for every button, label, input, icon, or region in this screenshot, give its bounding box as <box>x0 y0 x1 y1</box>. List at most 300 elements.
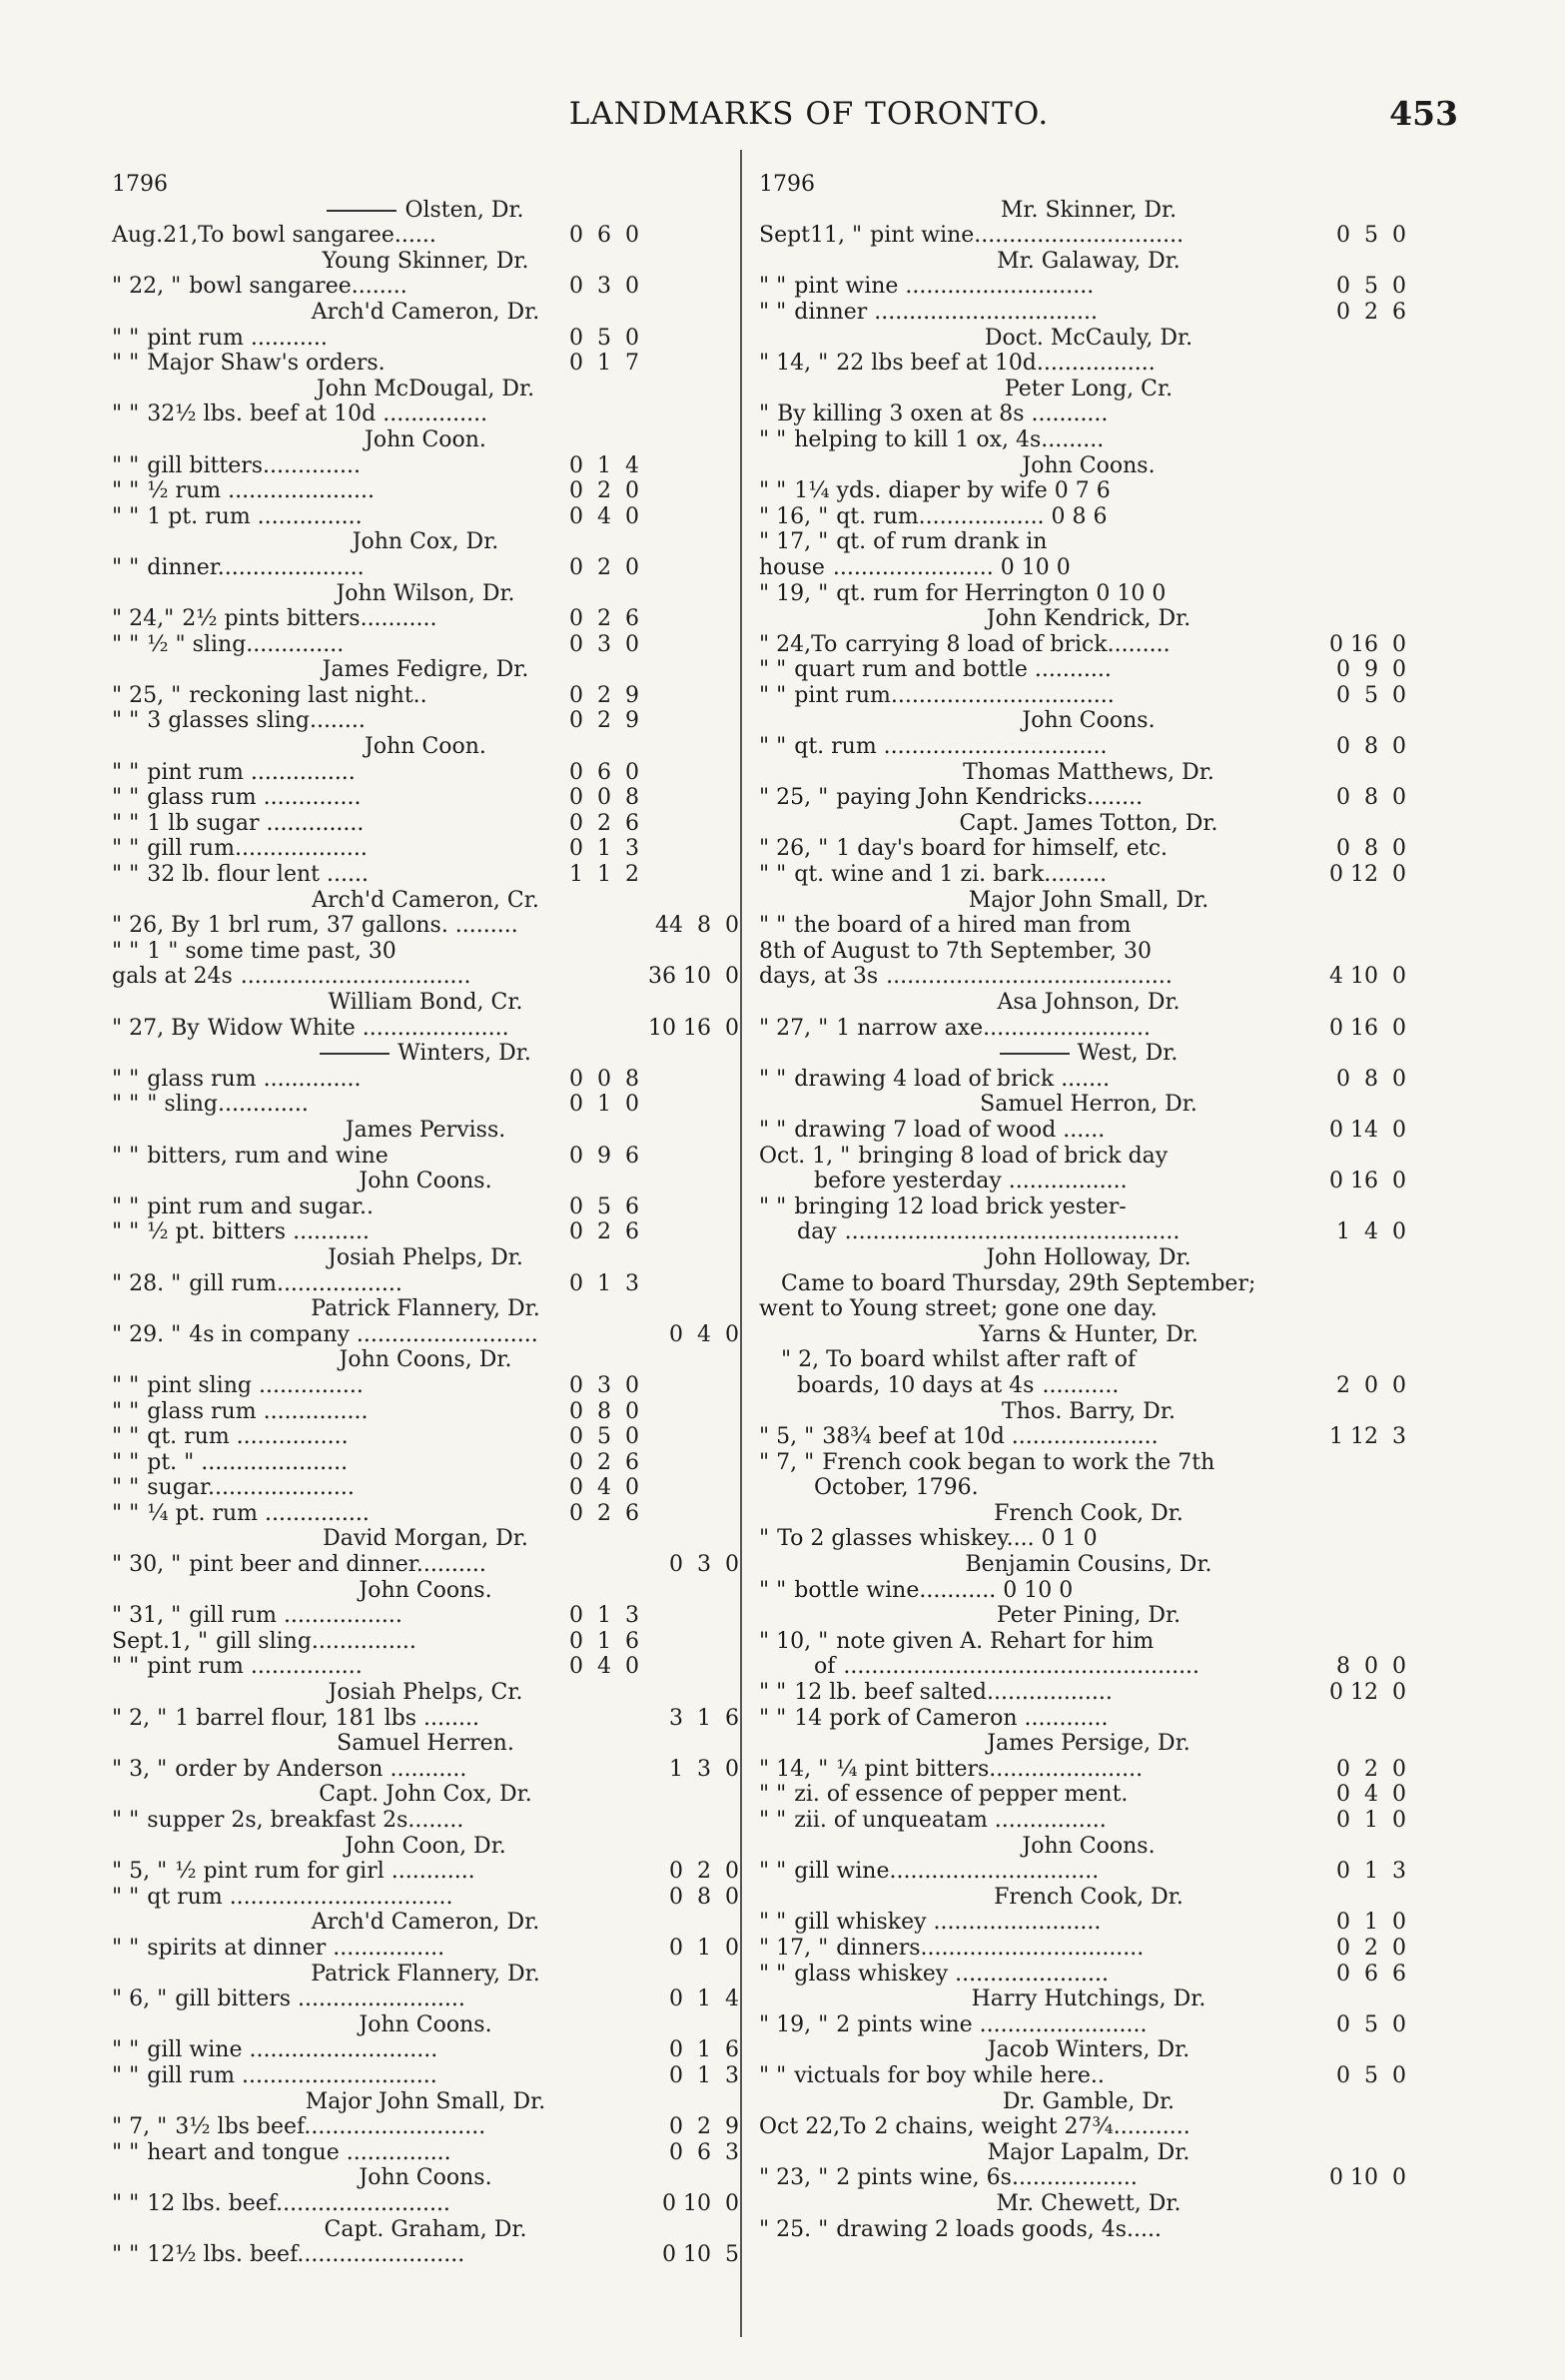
account-name-text: Josiah Phelps, Cr. <box>328 1680 523 1706</box>
entry-date: " " <box>112 1475 140 1501</box>
account-name <box>759 990 1418 1016</box>
account-name-text: John Coons. <box>359 1577 492 1603</box>
entry-date: " 30, " <box>112 1552 182 1578</box>
running-title: LANDMARKS OF TORONTO. <box>568 96 1050 132</box>
entry-date: " " <box>112 554 140 580</box>
entry-date: " " <box>759 1808 787 1833</box>
entry-date: " 19, " <box>759 2011 829 2037</box>
entry-description: before yesterday ................. <box>814 1169 1128 1194</box>
ledger-entry <box>759 1910 1418 1936</box>
entry-amount: 0 4 0 <box>569 1654 639 1680</box>
entry-amount: 0 16 0 <box>1329 1169 1406 1194</box>
account-name-text: Arch'd Cameron, Cr. <box>312 887 539 913</box>
entry-date: " 14, " <box>759 351 829 377</box>
ledger-entry <box>112 1629 739 1655</box>
entry-amount: 0 1 3 <box>569 1603 639 1629</box>
entry-description: 2 chains, weight 27¾........... <box>874 2114 1190 2140</box>
entry-amount: 0 16 0 <box>1329 631 1406 657</box>
account-name-text: Young Skinner, Dr. <box>322 248 529 274</box>
ledger-entry <box>112 1986 739 2012</box>
entry-description: pint rum ........... <box>147 325 328 351</box>
entry-description: dinner ................................ <box>794 299 1099 325</box>
entry-description: glass whiskey ...................... <box>794 1961 1109 1986</box>
entry-amount: 0 2 0 <box>569 554 639 580</box>
entry-amount: 0 8 0 <box>1336 785 1406 811</box>
ledger-entry <box>759 1450 1418 1476</box>
entry-description: drawing 4 load of brick ....... <box>794 1066 1111 1092</box>
entry-amount: 0 1 4 <box>669 1986 739 2012</box>
entry-date: " 26, By <box>112 913 200 939</box>
entry-amount: 0 1 3 <box>569 1270 639 1296</box>
account-name <box>112 2012 739 2038</box>
account-name <box>112 1731 739 1757</box>
note-text: October, 1796. <box>814 1475 979 1501</box>
entry-date: " 24," <box>112 606 175 632</box>
entry-description: pt. " ..................... <box>147 1449 349 1475</box>
entry-date: gals at 24s <box>112 964 233 990</box>
entry-amount: 0 5 0 <box>569 325 639 351</box>
ledger-entry <box>112 632 739 658</box>
entry-date: Oct 22,To <box>759 2114 867 2140</box>
entry-description: 3 glasses sling........ <box>147 708 366 734</box>
entry-amount: 0 2 9 <box>569 682 639 708</box>
entry-amount: 2 0 0 <box>1336 1372 1406 1398</box>
ledger-column-left <box>112 172 739 2268</box>
ledger-entry <box>759 1219 1418 1245</box>
entry-description: heart and tongue ............... <box>147 2139 451 2165</box>
entry-amount: 1 12 3 <box>1329 1424 1406 1450</box>
note-line <box>759 1271 1418 1297</box>
entry-amount: 0 1 0 <box>1336 1808 1406 1833</box>
ledger-entry <box>759 2165 1418 2191</box>
entry-date: " " <box>112 938 140 964</box>
entry-amount: 0 1 0 <box>669 1935 739 1961</box>
entry-amount: 0 5 0 <box>569 1424 639 1450</box>
entry-amount: 0 2 0 <box>669 1859 739 1885</box>
account-name <box>759 453 1418 479</box>
entry-description: bringing 12 load brick yester- <box>794 1193 1127 1219</box>
entry-description: 3½ lbs beef.......................... <box>175 2114 486 2140</box>
entry-date: " " <box>112 1808 140 1833</box>
account-name <box>112 249 739 275</box>
entry-description: 1¼ yds. diaper by wife 0 7 6 <box>794 478 1111 504</box>
entry-amount: 0 12 0 <box>1329 1680 1406 1706</box>
note-line <box>759 939 1418 965</box>
entry-date: " " <box>759 2062 787 2088</box>
ledger-entry <box>759 1782 1418 1808</box>
ledger-entry <box>759 1373 1418 1399</box>
account-name <box>759 606 1418 632</box>
entry-description: gill rum.................. <box>189 1270 402 1296</box>
account-name-text: John McDougal, Dr. <box>316 376 535 401</box>
entry-amount: 0 1 0 <box>1336 1910 1406 1936</box>
entry-description: qt. wine and 1 zi. bark......... <box>794 862 1108 888</box>
account-name <box>759 2037 1418 2063</box>
account-name-text: John Coons. <box>1022 1833 1156 1859</box>
ledger-entry <box>112 1194 739 1220</box>
account-name <box>112 1782 739 1808</box>
entry-date: " " <box>112 2242 140 2268</box>
ledger-entry <box>759 1194 1418 1220</box>
entry-date: " 27, By <box>112 1015 200 1041</box>
account-name-text: Harry Hutchings, Dr. <box>971 1986 1206 2012</box>
ledger-entry <box>112 1322 739 1348</box>
entry-amount: 44 8 0 <box>655 913 739 939</box>
ledger-entry <box>112 1424 739 1450</box>
entry-date: " 29. " <box>112 1321 182 1347</box>
entry-description: 22 lbs beef at 10d................. <box>836 351 1156 377</box>
note-line <box>759 1296 1418 1322</box>
ledger-entry <box>112 1936 739 1962</box>
ledger-entry <box>759 1680 1418 1706</box>
account-name-text: Peter Pining, Dr. <box>996 1603 1181 1629</box>
entry-amount: 0 5 0 <box>1336 682 1406 708</box>
entry-description: 1 barrel flour, 181 lbs ........ <box>175 1705 479 1731</box>
account-name-text: John Coon. <box>365 426 486 452</box>
entry-description: Widow White ..................... <box>207 1015 509 1041</box>
account-name-text: Dr. Gamble, Dr. <box>1002 2088 1175 2114</box>
account-name-text: James Perviss. <box>345 1117 506 1143</box>
account-name <box>759 326 1418 352</box>
entry-description: 1 brl rum, 37 gallons. ......... <box>207 913 518 939</box>
ledger-entry <box>759 2063 1418 2089</box>
entry-date: " " <box>759 274 787 300</box>
entry-description: pint rum................................ <box>794 682 1115 708</box>
entry-amount: 0 2 0 <box>1336 1756 1406 1782</box>
account-name-text: John Coon. <box>365 734 486 760</box>
entry-amount: 0 14 0 <box>1329 1117 1406 1143</box>
account-name <box>759 1731 1418 1757</box>
entry-description: bottle wine........... 0 10 0 <box>794 1577 1074 1603</box>
entry-description: pint sling ............... <box>147 1372 364 1398</box>
entry-description: qt. rum ................................ <box>794 734 1108 760</box>
entry-description: drawing 2 loads goods, 4s..... <box>836 2216 1162 2242</box>
ledger-entry <box>112 1450 739 1476</box>
entry-amount: 0 3 0 <box>669 1552 739 1578</box>
account-name-text: Major John Small, Dr. <box>305 2088 546 2114</box>
account-name <box>759 1092 1418 1118</box>
entry-description: ......................................... <box>886 964 1173 990</box>
ledger-entry <box>759 657 1418 683</box>
entry-description: zi. of essence of pepper ment. <box>794 1782 1129 1808</box>
entry-date: " " <box>112 708 140 734</box>
entry-amount: 0 1 6 <box>569 1628 639 1654</box>
entry-date: " 24,To <box>759 631 838 657</box>
ledger-entry <box>759 1169 1418 1194</box>
entry-description: supper 2s, breakfast 2s........ <box>147 1808 464 1833</box>
entry-description: gill sling............... <box>216 1628 416 1654</box>
ledger-entry <box>759 2114 1418 2140</box>
account-name <box>759 1501 1418 1527</box>
account-name <box>112 1526 739 1552</box>
account-name-text: Thomas Matthews, Dr. <box>963 759 1214 785</box>
entry-amount: 0 2 9 <box>569 708 639 734</box>
blank-name-rule <box>1000 1053 1070 1055</box>
account-name-text: John Wilson, Dr. <box>336 580 515 606</box>
entry-date: " 16, " <box>759 503 829 529</box>
entry-date: " " <box>112 1066 140 1092</box>
ledger-entry <box>112 1016 739 1042</box>
entry-description: qt rum ................................ <box>147 1884 453 1910</box>
ledger-entry <box>112 2140 739 2166</box>
ledger-entry <box>112 1067 739 1093</box>
entry-date: " " <box>112 862 140 888</box>
entry-description: glass rum .............. <box>147 1066 362 1092</box>
entry-amount: 0 1 7 <box>569 351 639 377</box>
account-name-text: Asa Johnson, Dr. <box>997 990 1180 1015</box>
entry-description: 32½ lbs. beef at 10d ............... <box>147 401 488 427</box>
account-name-text: Major John Small, Dr. <box>968 887 1209 913</box>
entry-date: day <box>797 1219 837 1245</box>
entry-description: gill bitters.............. <box>147 452 361 478</box>
entry-description: ¼ pt. rum ............... <box>147 1500 370 1526</box>
account-name <box>112 1910 739 1936</box>
account-name <box>759 1603 1418 1629</box>
entry-date: " " <box>759 1859 787 1885</box>
ledger-entry <box>112 1885 739 1911</box>
entry-date: " " <box>112 1193 140 1219</box>
entry-description: ....................... 0 10 0 <box>832 554 1071 580</box>
entry-date: of <box>814 1654 836 1680</box>
entry-amount: 0 0 8 <box>569 1066 639 1092</box>
account-name <box>759 1885 1418 1911</box>
entry-date: " " <box>112 785 140 811</box>
ledger-entry <box>112 1144 739 1170</box>
ledger-entry <box>759 172 1418 198</box>
ledger-entry <box>112 1373 739 1399</box>
entry-description: Major Shaw's orders. <box>147 351 386 377</box>
account-name-text: Mr. Chewett, Dr. <box>996 2190 1181 2216</box>
ledger-entry <box>112 351 739 377</box>
note-text: went to Young street; gone one day. <box>759 1296 1158 1322</box>
account-name-text: Jacob Winters, Dr. <box>987 2037 1190 2063</box>
account-name <box>112 1118 739 1144</box>
account-name-text: John Coons. <box>1022 708 1156 734</box>
page-header <box>140 92 1478 142</box>
ledger-entry <box>112 2191 739 2217</box>
entry-description: helping to kill 1 ox, 4s......... <box>794 426 1105 452</box>
entry-description: gill rum................... <box>147 836 368 862</box>
entry-description: 1 day's board for himself, etc. <box>836 836 1169 862</box>
ledger-entry <box>112 1501 739 1527</box>
entry-amount: 0 3 0 <box>569 274 639 300</box>
entry-date: " " <box>112 1449 140 1475</box>
entry-date: " " <box>759 1066 787 1092</box>
entry-amount: 0 10 5 <box>662 2242 739 2268</box>
ledger-entry <box>759 734 1418 760</box>
account-name <box>759 1834 1418 1860</box>
entry-description: ................................................... <box>843 1654 1200 1680</box>
entry-description: gill bitters ........................ <box>175 1986 465 2012</box>
ledger-entry <box>759 1629 1418 1655</box>
ledger-entry <box>759 632 1418 658</box>
ledger-entry <box>759 2012 1418 2038</box>
entry-date: " 2, " <box>112 1705 168 1731</box>
entry-date: " 26, " <box>759 836 829 862</box>
entry-date: Sept11, " <box>759 223 863 249</box>
entry-amount: 0 10 0 <box>662 2190 739 2216</box>
ledger-entry <box>759 1578 1418 1604</box>
ledger-entry <box>759 351 1418 377</box>
ledger-entry <box>759 683 1418 709</box>
account-name <box>112 300 739 326</box>
entry-description: qt. rum ................ <box>147 1424 349 1450</box>
account-name <box>759 708 1418 734</box>
entry-date: " " <box>759 1117 787 1143</box>
account-name <box>759 760 1418 786</box>
entry-amount: 0 8 0 <box>569 1398 639 1424</box>
account-name <box>759 2191 1418 2217</box>
entry-amount: 0 1 6 <box>669 2037 739 2063</box>
account-name-text: James Fedigre, Dr. <box>322 657 529 683</box>
ledger-entry <box>759 1118 1418 1144</box>
account-name-text: John Coon, Dr. <box>345 1833 506 1859</box>
ledger-entry <box>759 913 1418 939</box>
account-name <box>112 1347 739 1373</box>
blank-name-rule <box>320 1053 390 1055</box>
ledger-entry <box>112 1603 739 1629</box>
entry-date: " " <box>759 1680 787 1706</box>
entry-amount: 3 1 6 <box>669 1705 739 1731</box>
entry-amount: 1 3 0 <box>669 1756 739 1782</box>
account-name <box>112 198 739 224</box>
entry-date: " 14, " <box>759 1756 829 1782</box>
ledger-entry <box>112 1475 739 1501</box>
entry-description: qt. rum.................. 0 8 6 <box>836 503 1108 529</box>
account-name-text: Olsten, Dr. <box>404 197 524 223</box>
ledger-entry <box>112 1859 739 1885</box>
entry-date: " 17, " <box>759 529 829 555</box>
ledger-entry <box>112 401 739 427</box>
entry-description: 32 lb. flour lent ...... <box>147 862 369 888</box>
ledger-entry <box>112 606 739 632</box>
ledger-column-right <box>759 172 1418 2242</box>
entry-date: " " <box>112 1143 140 1169</box>
account-name <box>112 990 739 1016</box>
ledger-entry <box>759 1016 1418 1042</box>
ledger-entry <box>759 862 1418 888</box>
ledger-entry <box>112 172 739 198</box>
account-name <box>759 1552 1418 1578</box>
account-name-text: French Cook, Dr. <box>994 1884 1183 1910</box>
ledger-entry <box>112 1271 739 1297</box>
entry-amount: 4 10 0 <box>1329 964 1406 990</box>
entry-date: " 10, " <box>759 1628 829 1654</box>
entry-amount: 0 8 0 <box>1336 1066 1406 1092</box>
entry-date: " 17, " <box>759 1935 829 1961</box>
ledger-entry <box>112 453 739 479</box>
entry-description: 1 pt. rum ............... <box>147 503 363 529</box>
page-number: 453 <box>1389 94 1458 133</box>
account-name <box>112 657 739 683</box>
ledger-entry <box>759 1706 1418 1732</box>
account-name <box>112 581 739 607</box>
entry-amount: 0 16 0 <box>1329 1015 1406 1041</box>
entry-description: 38¾ beef at 10d ..................... <box>822 1424 1159 1450</box>
entry-date: " " <box>759 478 787 504</box>
entry-description: gill rum ............................ <box>147 2062 437 2088</box>
note-line <box>759 1475 1418 1501</box>
entry-date: Aug.21,To <box>112 223 225 249</box>
entry-date: " 5, " <box>112 1859 168 1885</box>
account-name <box>112 734 739 760</box>
entry-date: " " <box>112 2037 140 2063</box>
entry-description: 12½ lbs. beef........................ <box>147 2242 465 2268</box>
ledger-entry <box>759 1808 1418 1834</box>
entry-amount: 0 2 6 <box>1336 299 1406 325</box>
entry-description: board whilst after raft of <box>860 1347 1137 1373</box>
entry-date: " <box>759 401 770 427</box>
account-name <box>759 1041 1418 1067</box>
entry-amount: 0 0 8 <box>569 785 639 811</box>
account-name-text: John Coons. <box>359 2165 492 2191</box>
ledger-entry <box>112 1399 739 1425</box>
entry-date: 1796 <box>112 172 168 197</box>
entry-amount: 0 2 0 <box>1336 1935 1406 1961</box>
account-name <box>112 2217 739 2243</box>
entry-description: 1 " some time past, 30 <box>147 938 396 964</box>
ledger-entry <box>759 529 1418 555</box>
account-name <box>759 1986 1418 2012</box>
entry-date: boards, 10 days at 4s <box>797 1372 1035 1398</box>
entry-amount: 0 2 6 <box>569 606 639 632</box>
entry-amount: 0 2 6 <box>569 1219 639 1245</box>
entry-description: carrying 8 load of brick......... <box>845 631 1171 657</box>
entry-description: ................................. <box>240 964 471 990</box>
account-name <box>759 888 1418 914</box>
entry-date: " " <box>112 401 140 427</box>
ledger-entry <box>759 555 1418 581</box>
ledger-entry <box>112 555 739 581</box>
ledger-entry <box>759 2217 1418 2243</box>
account-name-text: John Kendrick, Dr. <box>986 606 1191 632</box>
account-name-text: David Morgan, Dr. <box>323 1526 528 1552</box>
account-name-text: William Bond, Cr. <box>328 990 523 1015</box>
entry-date: " " <box>759 1193 787 1219</box>
account-name-text: Thos. Barry, Dr. <box>1002 1398 1175 1424</box>
account-name-text: James Persige, Dr. <box>987 1731 1190 1757</box>
entry-amount: 0 12 0 <box>1329 862 1406 888</box>
entry-date: " " <box>759 426 787 452</box>
ledger-entry <box>112 326 739 352</box>
ledger-entry <box>759 1859 1418 1885</box>
entry-date: " " <box>112 2062 140 2088</box>
ledger-entry <box>112 785 739 811</box>
account-name-text: Capt. Graham, Dr. <box>324 2216 527 2242</box>
entry-amount: 0 3 0 <box>569 1372 639 1398</box>
account-name <box>112 1296 739 1322</box>
entry-amount: 0 6 3 <box>669 2139 739 2165</box>
entry-description: ........... <box>1042 1372 1120 1398</box>
account-name <box>112 1169 739 1194</box>
entry-amount: 0 5 0 <box>1336 274 1406 300</box>
ledger-entry <box>112 274 739 300</box>
ledger-entry <box>112 1219 739 1245</box>
ledger-entry <box>759 1067 1418 1093</box>
entry-date: " 25, " <box>112 682 182 708</box>
account-name-text: Josiah Phelps, Dr. <box>328 1244 523 1270</box>
ledger-entry <box>112 1552 739 1578</box>
entry-date: " " <box>112 478 140 504</box>
entry-description: pint rum ................ <box>147 1654 363 1680</box>
entry-amount: 0 2 0 <box>569 478 639 504</box>
entry-description: 2½ pints bitters........... <box>182 606 437 632</box>
account-name-text: Peter Long, Cr. <box>1004 376 1174 401</box>
entry-date: " 25. " <box>759 2216 829 2242</box>
entry-description: spirits at dinner ................ <box>147 1935 445 1961</box>
account-name <box>112 427 739 453</box>
entry-description: To 2 glasses whiskey.... 0 1 0 <box>777 1526 1098 1552</box>
